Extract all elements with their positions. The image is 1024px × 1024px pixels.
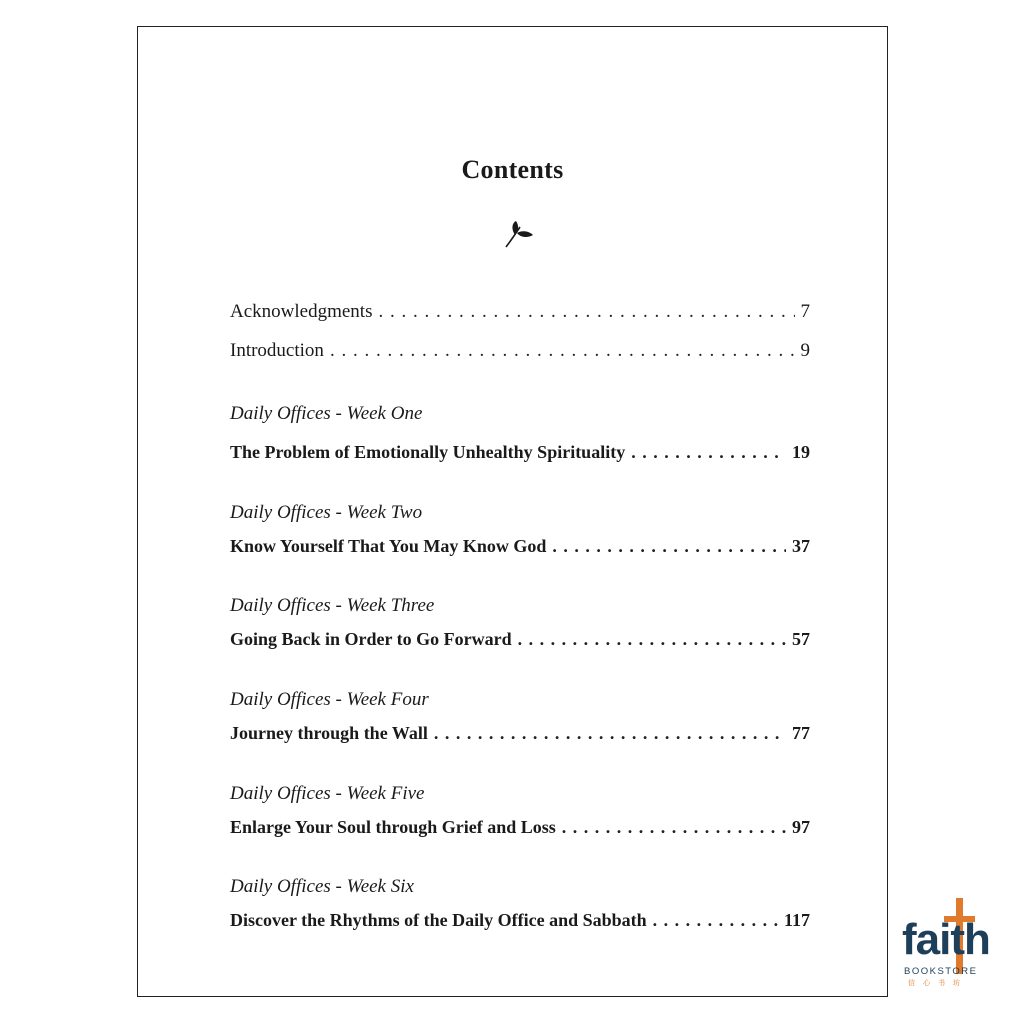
leaf-sprig-icon [502,219,536,249]
toc-entry-chapter[interactable] [230,536,810,557]
logo-subtitle: BOOKSTORE [904,966,978,977]
dot-leader [330,340,795,362]
week-label: Daily Offices - Week Four [230,689,429,710]
toc-page-number: 7 [800,301,810,322]
week-label: Daily Offices - Week Three [230,595,435,616]
toc-page-number: 57 [792,629,810,649]
book-page [137,26,888,997]
toc-entry-label: Journey through the Wall [230,723,428,743]
dot-leader [552,536,786,557]
toc-page-number: 117 [783,910,810,930]
toc-entry-label: Discover the Rhythms of the Daily Office and Sabbath [230,910,647,930]
toc-entry-label: Know Yourself That You May Know God [230,536,547,556]
dot-leader [562,817,786,838]
toc-entry-introduction[interactable] [230,340,810,362]
toc-entry-label: Going Back in Order to Go Forward [230,629,512,649]
dot-leader [518,629,786,650]
week-label: Daily Offices - Week Six [230,876,414,897]
toc-entry-label: Enlarge Your Soul through Grief and Loss [230,817,556,837]
toc-page-number: 37 [792,536,810,556]
toc-page-number: 9 [800,340,810,361]
page-title: Contents [461,155,564,184]
toc-entry-label: Acknowledgments [230,301,373,322]
week-label: Daily Offices - Week One [230,403,423,424]
logo-chinese-text: 信心书坊 [908,979,968,987]
dot-leader [434,723,786,744]
toc-page-number: 19 [792,442,810,462]
toc-entry-chapter[interactable] [230,817,810,838]
faith-bookstore-logo [900,896,1000,988]
toc-page-number: 77 [792,723,810,743]
toc-entry-chapter[interactable] [230,723,810,744]
toc-entry-acknowledgments[interactable] [230,301,810,323]
toc-entry-chapter[interactable] [230,910,810,931]
toc-entry-chapter[interactable] [230,442,810,463]
week-label: Daily Offices - Week Two [230,502,423,523]
toc-entry-chapter[interactable] [230,629,810,650]
dot-leader [631,442,786,463]
dot-leader [378,301,794,323]
toc-entry-label: The Problem of Emotionally Unhealthy Spirituality [230,442,626,462]
toc-page-number: 97 [792,817,810,837]
logo-wordmark: faith [902,915,990,964]
toc-entry-label: Introduction [230,340,324,361]
week-label: Daily Offices - Week Five [230,783,425,804]
dot-leader [653,910,778,931]
